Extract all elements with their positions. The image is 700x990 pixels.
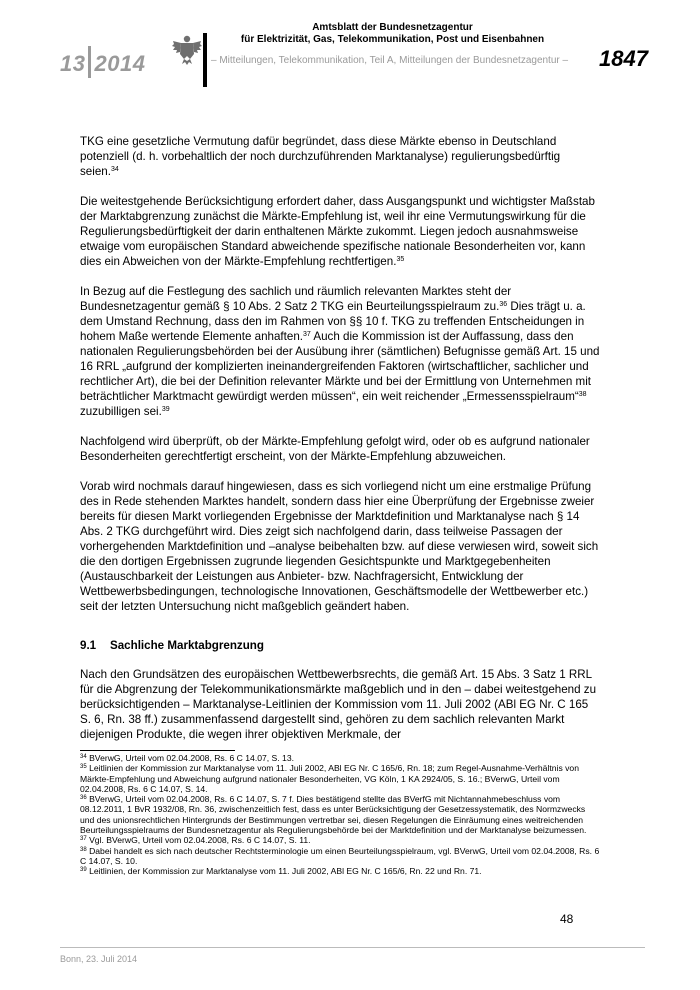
footnote-number: 34 [80, 754, 87, 760]
footnote-ref-38[interactable]: 38 [578, 391, 587, 398]
footnote-number: 36 [80, 795, 87, 802]
footnote [80, 763, 600, 794]
section-title: Sachliche Marktabgrenzung [110, 639, 264, 652]
publication-title [230, 22, 555, 46]
footnote-number: 35 [80, 764, 87, 771]
footnote-ref-37[interactable]: 37 [303, 331, 311, 338]
publication-line-1: Amtsblatt der Bundesnetzagentur [312, 22, 473, 33]
section-heading [80, 638, 600, 653]
issue-year: 2014 [94, 51, 146, 76]
gazette-page-number: 1847 [599, 46, 648, 71]
footnote-separator [80, 750, 235, 751]
paragraph-6: Nach den Grundsätzen des europäischen Wettbewerbsrechts, die gemäß Art. 15 Abs. 3 Satz 1 RRL für die Abgrenzung der Telekommunikationsmärkte maßgeblich und in den – dabei weitestgehend zu berücksichtigenden – Marktanalyse-Leitlinien der Kommission vom 11. Juli 2002 (ABl EG Nr. C 165 S. 6, Rn. 38 ff.) zusammenfassend dargestellt sind, gehören zu dem sachlich relevanten Markt diejenigen Produkte, die wegen ihrer objektiven Merkmale, der [80, 668, 597, 741]
footnotes [80, 753, 600, 877]
footnote [80, 835, 600, 845]
section-number: 9.1 [80, 639, 97, 652]
footnote-ref-34[interactable]: 34 [110, 166, 119, 173]
footnote [80, 753, 600, 763]
paragraph-3: In Bezug auf die Festlegung des sachlich und räumlich relevanten Marktes steht der Bundesnetzagentur gemäß § 10 Abs. 2 Satz 2 TKG ein Beurteilungsspielraum zu.$^{36}$ Dies trägt u. a. dem Umstand Rechnung, dass den im Rahmen von §§ 10 f. TKG zu treffenden Entscheidungen in hohem Maße wertende Elemente anhaften.$^{37}$ Auch die Kommission ist der Auffassung, dass den nationalen Regulierungsbehörden bei der Ausübung ihrer (sämtlichen) Befugnisse gemäß Art. 15 und 16 RRL „aufgrund der komplizierten ineinandergreifenden Faktoren (wirtschaftlicher, sachlicher und rechtlicher Art), die bei der Definition relevanter Märkte und bei der Ermittlung von Unternehmen mit beträchtlicher Marktmacht gewürdigt werden müssen“, ein weit reichender „Ermessensspielraum“$^{38}$ zuzubilligen sei.$^{39}$ [80, 285, 600, 418]
page-header [0, 0, 700, 90]
footnote-text: Leitlinien der Kommission zur Marktanalyse vom 11. Juli 2002, ABl EG Nr. C 165/6, Rn. 18; zum Regel-Ausnahme-Verhältnis von Märkte-Empfehlung und Abweichung aufgrund nationaler Besonderheiten, VG Köln, 1 KA 2924/05, S. 16.; BVerwG, Urteil vom 02.04.2008, Rs. 6 C 14.07, S. 14. [80, 763, 579, 794]
publication-line-2: für Elektrizität, Gas, Telekommunikation, Post und Eisenbahnen [240, 34, 545, 45]
issue-number: 13 [60, 51, 86, 76]
footnote-text: Vgl. BVerwG, Urteil vom 02.04.2008, Rs. 6 C 14.07, S. 11. [86, 835, 311, 846]
footnote [80, 866, 600, 876]
publication-subtitle: – Mitteilungen, Telekommunikation, Teil A, Mitteilungen der Bundesnetzagentur – [211, 55, 569, 66]
footnote-ref-35[interactable]: 35 [396, 256, 405, 263]
issue-separator [88, 46, 91, 78]
footnote-text: BVerwG, Urteil vom 02.04.2008, Rs. 6 C 14.07, S. 13. [86, 753, 294, 763]
paragraph-4: Nachfolgend wird überprüft, ob der Märkte-Empfehlung gefolgt wird, oder ob es aufgrund nationaler Besonderheiten gerechtfertigt erscheint, von der Märkte-Empfehlung abzuweichen. [80, 435, 590, 463]
footnote-ref-36[interactable]: 36 [499, 301, 508, 308]
paragraph-5: Vorab wird nochmals darauf hingewiesen, dass es sich vorliegend nicht um eine erstmalige Prüfung des in Rede stehenden Marktes handelt, sondern dass hier eine Überprüfung der Ergebnisse zweier bereits für diesen Markt vorliegenden Ergebnisse der Marktdefinition und Marktanalyse nach § 14 Abs. 2 TKG durchgeführt wird. Dies zeigt sich nachfolgend darin, dass teilweise Passagen der vorhergehenden Marktdefinition und –analyse beibehalten bzw. auf diese verwiesen wird, soweit sich die den dortigen Ergebnissen zugrunde liegenden Gesichtspunkte und Marktgegebenheiten (Austauschbarkeit der Leistungen aus Anbieter- bzw. Nachfragersicht, Entwicklung der Wettbewerbsbedingungen, technologische Innovationen, Geschäftsmodelle der Wettbewerber etc.) seit der letzten Untersuchung nicht maßgeblich geändert haben. [80, 480, 599, 613]
place-date: Bonn, 23. Juli 2014 [60, 954, 138, 964]
paragraph-1: TKG eine gesetzliche Vermutung dafür begründet, dass diese Märkte ebenso in Deutschland potenziell (d. h. vorbehaltlich der noch durchzuführenden Marktanalyse) regulierungsbedürftig seien.$^{34}$ [80, 135, 561, 178]
footer-divider [60, 947, 645, 948]
footnote [80, 794, 600, 835]
footnote-text: Dabei handelt es sich nach deutscher Rechtsterminologie um einen Beurteilungsspielraum, vgl. BVerwG, Urteil vom 02.04.2008, Rs. 6 C 14.07, S. 10. [80, 845, 600, 866]
federal-eagle-icon [172, 32, 202, 66]
document-page-number: 48 [560, 912, 574, 926]
footnote [80, 846, 600, 867]
paragraph-2: Die weitestgehende Berücksichtigung erfordert daher, dass Ausgangspunkt und wichtigster Maßstab der Marktabgrenzung zunächst die Märkte-Empfehlung ist, weil ihr eine Vermutungswirkung für die Regulierungsbedürftigkeit der darin enthaltenen Märkte zukommt. Liegen jedoch ausnahmsweise etwaige vom europäischen Standard abweichende spezifische nationale Besonderheiten vor, kann dies ein Abweichen von der Märkte-Empfehlung rechtfertigen.$^{35}$ [80, 195, 595, 268]
issue-info [60, 46, 145, 78]
footnote-text: BVerwG, Urteil vom 02.04.2008, Rs. 6 C 14.07, S. 7 f. Dies bestätigend stellte das BVerfG mit Nichtannahmebeschluss vom 08.12.2011, 1 BvR 1932/08, Rn. 36, zwischenzeitlich fest, dass es unter Berücksichtigung der Gesetzessystematik, des Normzwecks und des unionsrechtlichen Hintergrunds der Bestimmungen vertretbar sei, diesen Regelungen die Einräumung eines weitreichenden Beurteilungsspielraums der Bundesnetzagentur als Regulierungsbehörde bei der Marktdefinition und der Marktanalyse beizumessen. [80, 794, 587, 836]
header-divider [203, 33, 207, 87]
footnote-ref-39[interactable]: 39 [161, 406, 170, 413]
footnote-number: 37 [80, 836, 87, 843]
main-text [80, 134, 600, 757]
footnote-number: 38 [80, 846, 87, 853]
footnote-number: 39 [80, 867, 87, 874]
footnote-text: Leitlinien, der Kommission zur Marktanalyse vom 11. Juli 2002, ABl EG Nr. C 165/6, Rn. 22 und Rn. 71. [86, 866, 482, 877]
